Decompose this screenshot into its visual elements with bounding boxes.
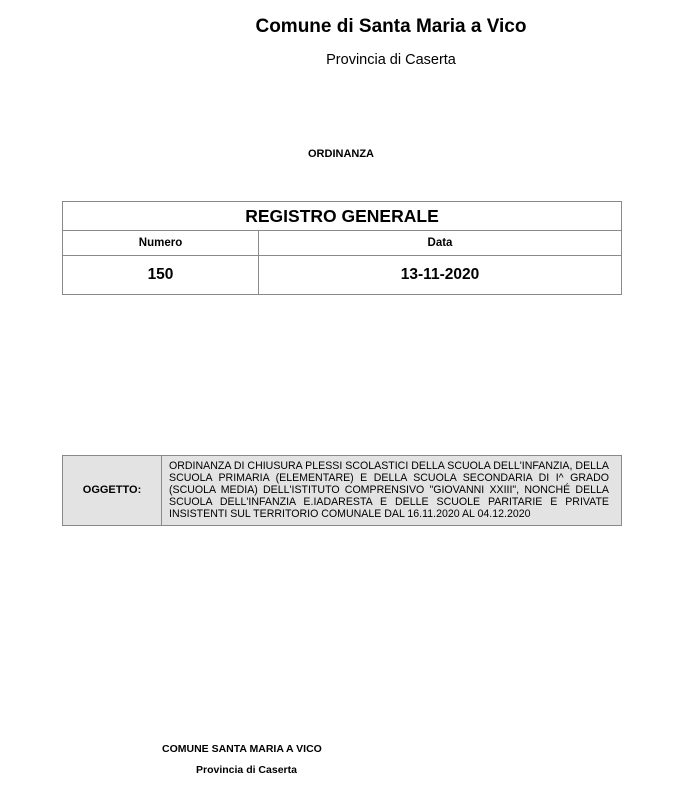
municipality-title: Comune di Santa Maria a Vico	[255, 16, 527, 37]
footer-municipality: COMUNE SANTA MARIA A VICO	[162, 743, 322, 755]
oggetto-table	[62, 455, 622, 526]
footer-province: Provincia di Caserta	[196, 764, 297, 776]
registro-title: REGISTRO GENERALE	[63, 202, 622, 231]
oggetto-text: ORDINANZA DI CHIUSURA PLESSI SCOLASTICI DELLA SCUOLA DELL'INFANZIA, DELLA SCUOLA PRIMARIA (ELEMENTARE) E DELLA SCUOLA SECONDARIA DI I^ GRADO (SCUOLA MEDIA) DELL'ISTITUTO COMPRENSIVO "GIOVANNI XXIII", NONCHÉ DELLA SCUOLA DELL'INFANZIA E.IADARESTA E DELLE SCUOLE PARITARIE E PRIVATE INSISTENTI SUL TERRITORIO COMUNALE DAL 16.11.2020 AL 04.12.2020	[162, 456, 622, 526]
document-type: ORDINANZA	[308, 148, 374, 160]
oggetto-label: OGGETTO:	[63, 456, 162, 526]
registro-table	[62, 201, 622, 295]
data-value: 13-11-2020	[259, 256, 622, 295]
data-label: Data	[259, 231, 622, 256]
numero-value: 150	[63, 256, 259, 295]
numero-label: Numero	[63, 231, 259, 256]
province-subtitle: Provincia di Caserta	[326, 52, 456, 68]
